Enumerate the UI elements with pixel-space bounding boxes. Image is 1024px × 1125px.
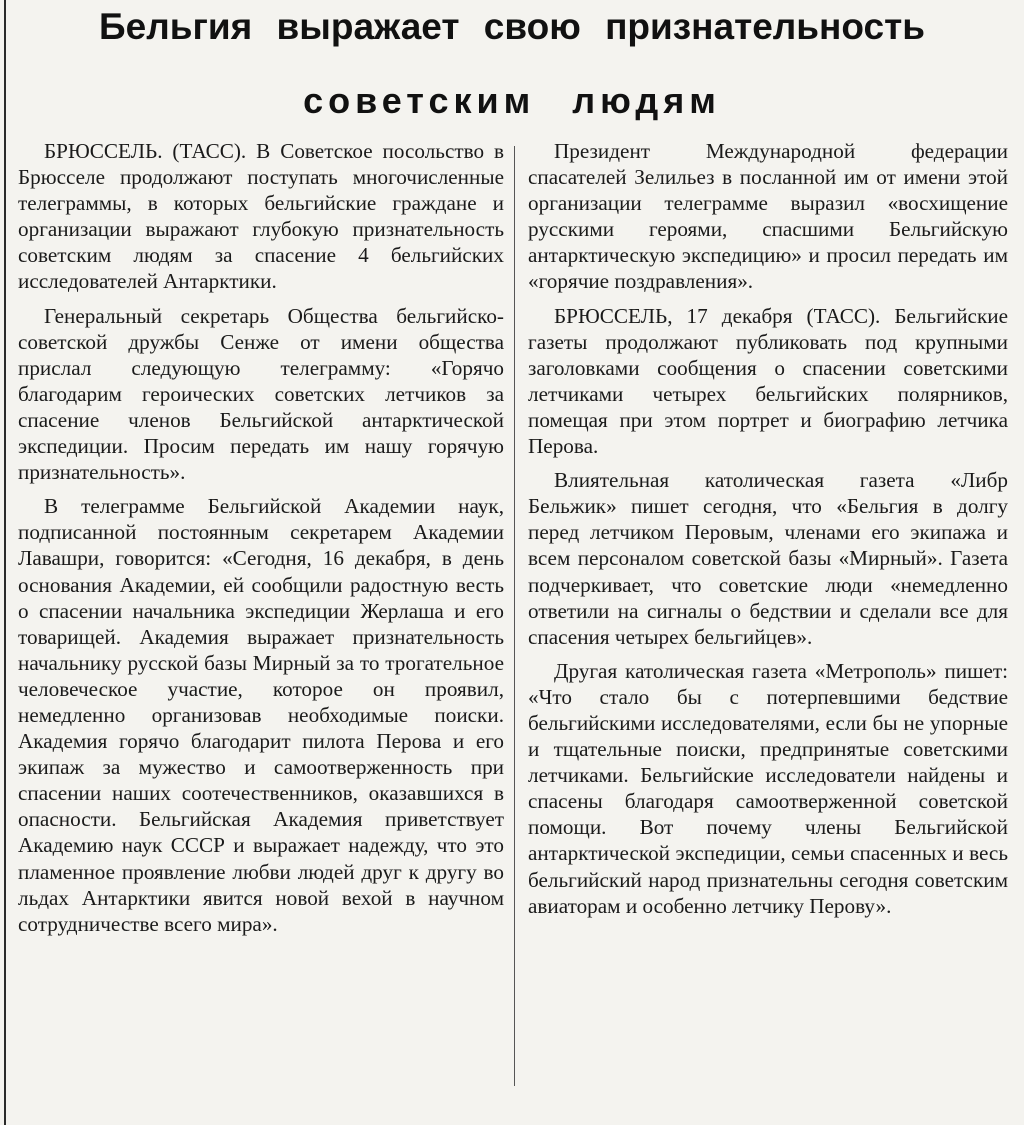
paragraph: Генеральный секретарь Общества бельгийско-советской дружбы Сенже от имени общества прислал следующую телеграмму: «Горячо благодарим героических советских летчиков за спасение членов Бельгийской антарктической экспедиции. Просим передать им нашу горячую признательность». [18, 303, 504, 485]
paragraph: БРЮССЕЛЬ, 17 декабря (ТАСС). Бельгийские газеты продолжают публиковать под крупными заголовками сообщения о спасении советскими летчиками четырех бельгийских полярников, помещая при этом портрет и биографию летчика Перова. [528, 303, 1008, 459]
paragraph: БРЮССЕЛЬ. (ТАСС). В Советское посольство в Брюсселе продолжают поступать многочисленные телеграммы, в которых бельгийские граждане и организации выражают глубокую признательность советским людям за спасение 4 бельгийских исследователей Антарктики. [18, 139, 504, 294]
column-divider [514, 146, 515, 1086]
paragraph: В телеграмме Бельгийской Академии наук, подписанной постоянным секретарем Академии Лавашри, говорится: «Сегодня, 16 декабря, в день основания Академии, ей сообщили радостную весть о спасении начальника экспедиции Жерлаша и его товарищей. Академия выражает признательность начальнику русской базы Мирный за то трогательное человеческое участие, которое он проявил, немедленно организовав необходимые поиски. Академия горячо благодарит пилота Перова и его экипаж за мужество и самоотверженность при спасении наших соотечественников, оказавшихся в опасности. Бельгийская Академия приветствует Академию наук СССР и выражает надежду, что это пламенное проявление любви людей друг к другу во льдах Антарктики явится новой вехой в научном сотрудничестве всего мира». [18, 494, 504, 936]
paragraph: Другая католическая газета «Метрополь» пишет: «Что стало бы с потерпевшими бедствие бельгийскими исследователями, если бы не упорные и тщательные поиски, предпринятые советскими летчиками. Бельгийские исследователи найдены и спасены благодаря самоотверженной советской помощи. Вот почему члены Бельгийской антарктической экспедиции, семьи спасенных и весь бельгийский народ признательны сегодня советским авиаторам и особенно летчику Перову». [528, 658, 1008, 918]
headline-line-1: Бельгия выражает свою признательность [99, 6, 925, 47]
paragraph: Президент Международной федерации спасателей Зелильез в посланной им от имени этой организации телеграмме выразил «восхищение русскими героями, спасшими Бельгийскую антарктическую экспедицию» и просил передать им «горячие поздравления». [528, 139, 1008, 294]
article-column-right [528, 138, 1008, 927]
headline-line-2: советским людям [303, 80, 721, 121]
paragraph: Влиятельная католическая газета «Либр Бельжик» пишет сегодня, что «Бельгия в долгу перед летчиком Перовым, членами его экипажа и всем персоналом советской базы «Мирный». Газета подчеркивает, что советские люди «немедленно ответили на сигналы о бедствии и сделали все для спасения четырех бельгийцев». [528, 468, 1008, 649]
article-column-left [18, 138, 504, 945]
left-border-rule [4, 0, 6, 1125]
